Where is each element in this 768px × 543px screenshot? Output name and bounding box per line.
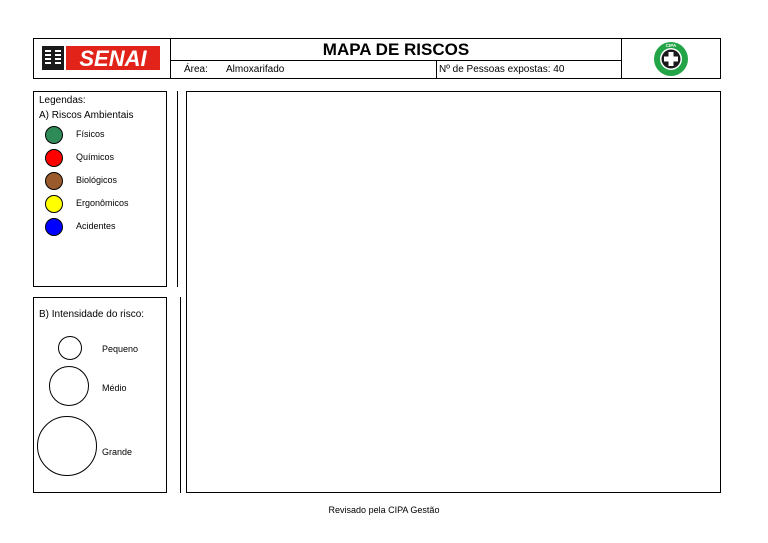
map-area[interactable] <box>186 91 721 493</box>
fisicos-dot-icon <box>45 126 63 144</box>
quimicos-dot-icon <box>45 149 63 167</box>
ergonomicos-dot-icon <box>45 195 63 213</box>
header-table <box>33 38 721 79</box>
legend-heading: Legendas: <box>39 95 86 106</box>
legend-label: Acidentes <box>76 221 116 231</box>
senai-logo-cell <box>34 39 171 78</box>
people-cell <box>437 61 622 78</box>
intensity-label: Médio <box>102 383 127 393</box>
small-circle-icon <box>58 336 82 360</box>
people-label: Nº de Pessoas expostas: 40 <box>439 64 565 75</box>
cipa-logo-icon <box>653 41 689 77</box>
senai-logo-text: SENAI <box>79 46 147 71</box>
senai-logo <box>42 44 162 72</box>
cipa-logo-text: CIPA <box>665 42 677 48</box>
intensity-label: Grande <box>102 447 133 457</box>
separator-line <box>177 91 178 287</box>
footer-text: Revisado pela CIPA Gestão <box>328 505 440 515</box>
legend-label: Físicos <box>76 129 105 139</box>
large-circle-icon <box>37 416 97 476</box>
acidentes-dot-icon <box>45 218 63 236</box>
legend-label: Químicos <box>76 152 115 162</box>
area-cell <box>171 61 437 78</box>
legend-section-a: A) Riscos Ambientais <box>39 110 134 121</box>
cipa-logo-cell <box>622 39 720 78</box>
intensity-panel <box>33 297 167 493</box>
legend-label: Ergonômicos <box>76 198 129 208</box>
page-title: MAPA DE RISCOS <box>171 39 622 61</box>
intensity-heading: B) Intensidade do risco: <box>39 309 145 320</box>
intensity-label: Pequeno <box>102 344 139 354</box>
area-label: Área: <box>184 64 208 75</box>
biologicos-dot-icon <box>45 172 63 190</box>
separator-line <box>180 297 181 493</box>
area-value: Almoxarifado <box>226 64 285 75</box>
legend-panel <box>33 91 167 287</box>
legend-label: Biológicos <box>76 175 118 185</box>
medium-circle-icon <box>49 366 89 406</box>
